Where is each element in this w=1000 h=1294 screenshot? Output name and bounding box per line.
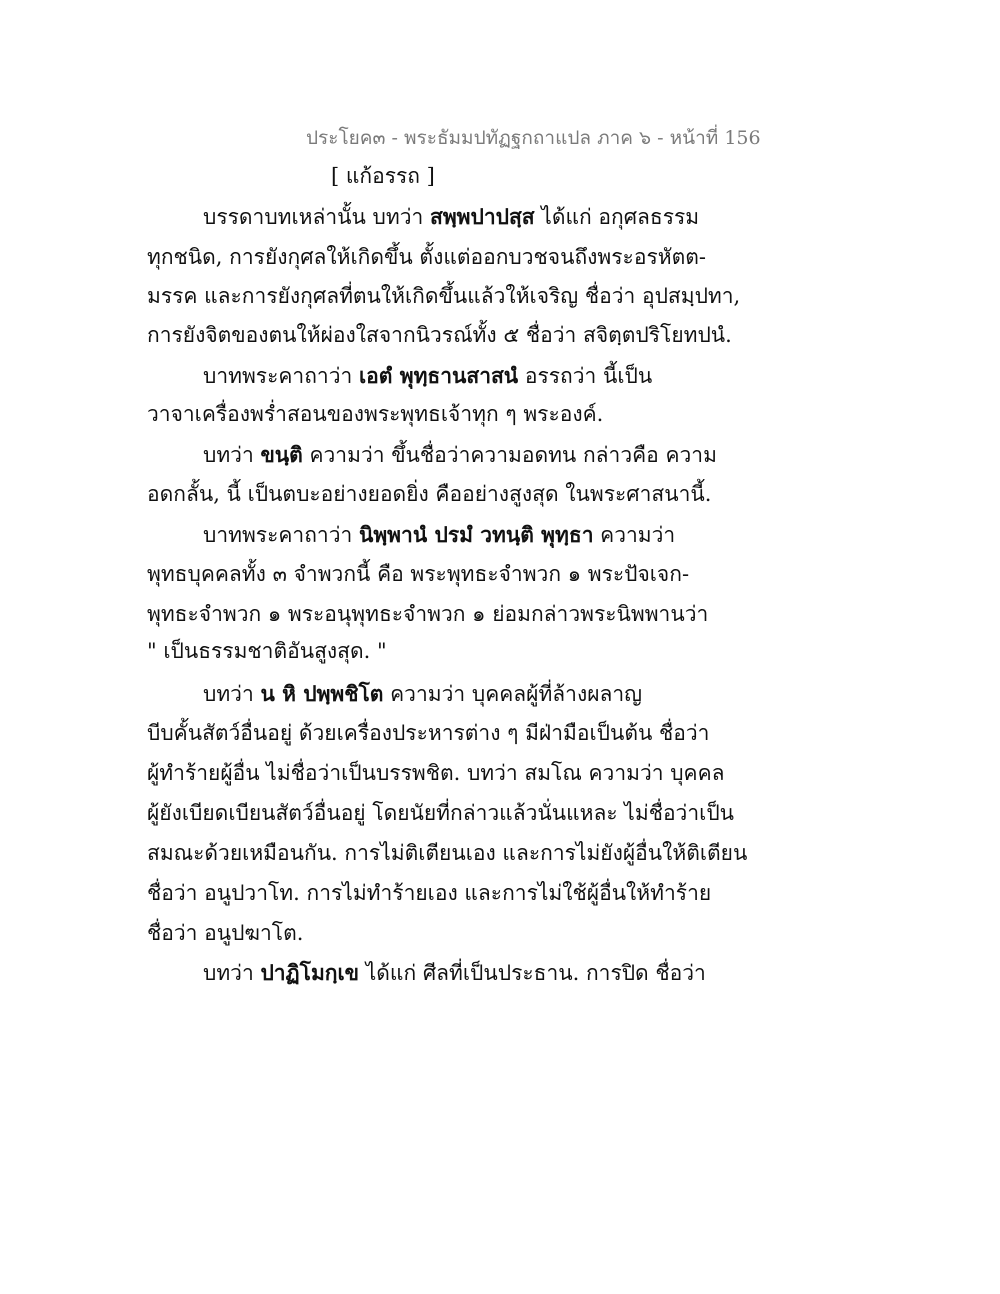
pali-term: เอตํ พุทฺธานสาสนํ	[358, 363, 519, 388]
text-segment: ได้แก่ อกุศลธรรม	[534, 205, 700, 229]
text-segment: ความว่า บุคคลผู้ที่ล้างผลาญ	[383, 682, 643, 706]
text-segment: พุทธะจำพวก ๑ พระอนุพุทธะจำพวก ๑ ย่อมกล่าวพระนิพพานว่า	[147, 602, 709, 626]
text-segment: ความว่า	[593, 523, 676, 547]
text-line	[147, 641, 387, 662]
pali-term: ปาฏิโมกฺเข	[260, 960, 360, 985]
text-segment: บทว่า	[203, 443, 261, 467]
text-line	[147, 325, 732, 346]
text-line	[203, 365, 652, 387]
text-segment: บทว่า	[203, 961, 261, 985]
text-segment: ผู้ทำร้ายผู้อื่น ไม่ชื่อว่าเป็นบรรพชิต. บทว่า สมโณ ความว่า บุคคล	[147, 761, 725, 785]
text-segment: บทว่า	[203, 682, 261, 706]
text-line	[147, 923, 303, 944]
pali-term: ขนฺติ	[260, 442, 303, 467]
text-line	[147, 723, 709, 744]
text-segment: อรรถว่า นี้เป็น	[518, 364, 653, 388]
text-line	[147, 564, 689, 585]
text-line	[203, 683, 642, 705]
text-segment: สมณะด้วยเหมือนกัน. การไม่ติเตียนเอง และการไม่ยังผู้อื่นให้ติเตียน	[147, 841, 748, 865]
text-line	[147, 763, 725, 784]
text-line	[147, 484, 711, 505]
text-segment: บรรดาบทเหล่านั้น บทว่า	[203, 205, 430, 229]
text-segment: ทุกชนิด, การยังกุศลให้เกิดขึ้น ตั้งแต่ออกบวชจนถึงพระอรหัตต-	[147, 245, 706, 269]
text-line	[147, 843, 747, 864]
text-line	[147, 247, 706, 268]
text-line	[203, 962, 706, 984]
text-segment: " เป็นธรรมชาติอันสูงสุด. "	[147, 639, 387, 663]
text-segment: ความว่า ขึ้นชื่อว่าความอดทน กล่าวคือ ความ	[302, 443, 717, 467]
text-segment: ได้แก่ ศีลที่เป็นประธาน. การปิด ชื่อว่า	[359, 961, 706, 985]
text-segment: บาทพระคาถาว่า	[203, 364, 359, 388]
text-line	[147, 604, 708, 625]
text-segment: พุทธบุคคลทั้ง ๓ จำพวกนี้ คือ พระพุทธะจำพวก ๑ พระปัจเจก-	[147, 562, 690, 586]
text-segment: มรรค และการยังกุศลที่ตนให้เกิดขึ้นแล้วให้เจริญ ชื่อว่า อุปสมฺปทา,	[147, 284, 741, 308]
text-line	[147, 883, 711, 904]
text-line	[147, 404, 603, 425]
text-segment: บาทพระคาถาว่า	[203, 523, 359, 547]
text-segment: ชื่อว่า อนูปวาโท. การไม่ทำร้ายเอง และการไม่ใช้ผู้อื่นให้ทำร้าย	[147, 881, 712, 905]
pali-term: สพฺพปาปสฺส	[430, 204, 535, 229]
text-segment: วาจาเครื่องพร่ำสอนของพระพุทธเจ้าทุก ๆ พระองค์.	[147, 402, 604, 426]
page-header: ประโยค๓ - พระธัมมปทัฏฐกถาแปล ภาค ๖ - หน้าที่ 156	[306, 127, 761, 149]
text-line	[147, 286, 740, 307]
text-line	[203, 206, 699, 228]
text-segment: บีบคั้นสัตว์อื่นอยู่ ด้วยเครื่องประหารต่าง ๆ มีฝ่ามือเป็นต้น ชื่อว่า	[147, 721, 710, 745]
text-line	[147, 803, 734, 824]
text-line	[203, 444, 717, 466]
text-segment: การยังจิตของตนให้ผ่องใสจากนิวรณ์ทั้ง ๕ ชื่อว่า สจิตฺตปริโยทปนํ.	[147, 323, 732, 347]
section-title: [ แก้อรรถ ]	[331, 164, 435, 188]
text-segment: ผู้ยังเบียดเบียนสัตว์อื่นอยู่ โดยนัยที่กล่าวแล้วนั่นแหละ ไม่ชื่อว่าเป็น	[147, 801, 735, 825]
pali-term: นิพฺพานํ ปรมํ วทนฺติ พุทฺธา	[358, 522, 594, 547]
text-segment: ชื่อว่า อนูปฆาโต.	[147, 921, 304, 945]
text-line	[203, 524, 675, 546]
text-segment: อดกลั้น, นี้ เป็นตบะอย่างยอดยิ่ง คืออย่างสูงสุด ในพระศาสนานี้.	[147, 482, 712, 506]
pali-term: น หิ ปพฺพชิโต	[260, 681, 384, 706]
